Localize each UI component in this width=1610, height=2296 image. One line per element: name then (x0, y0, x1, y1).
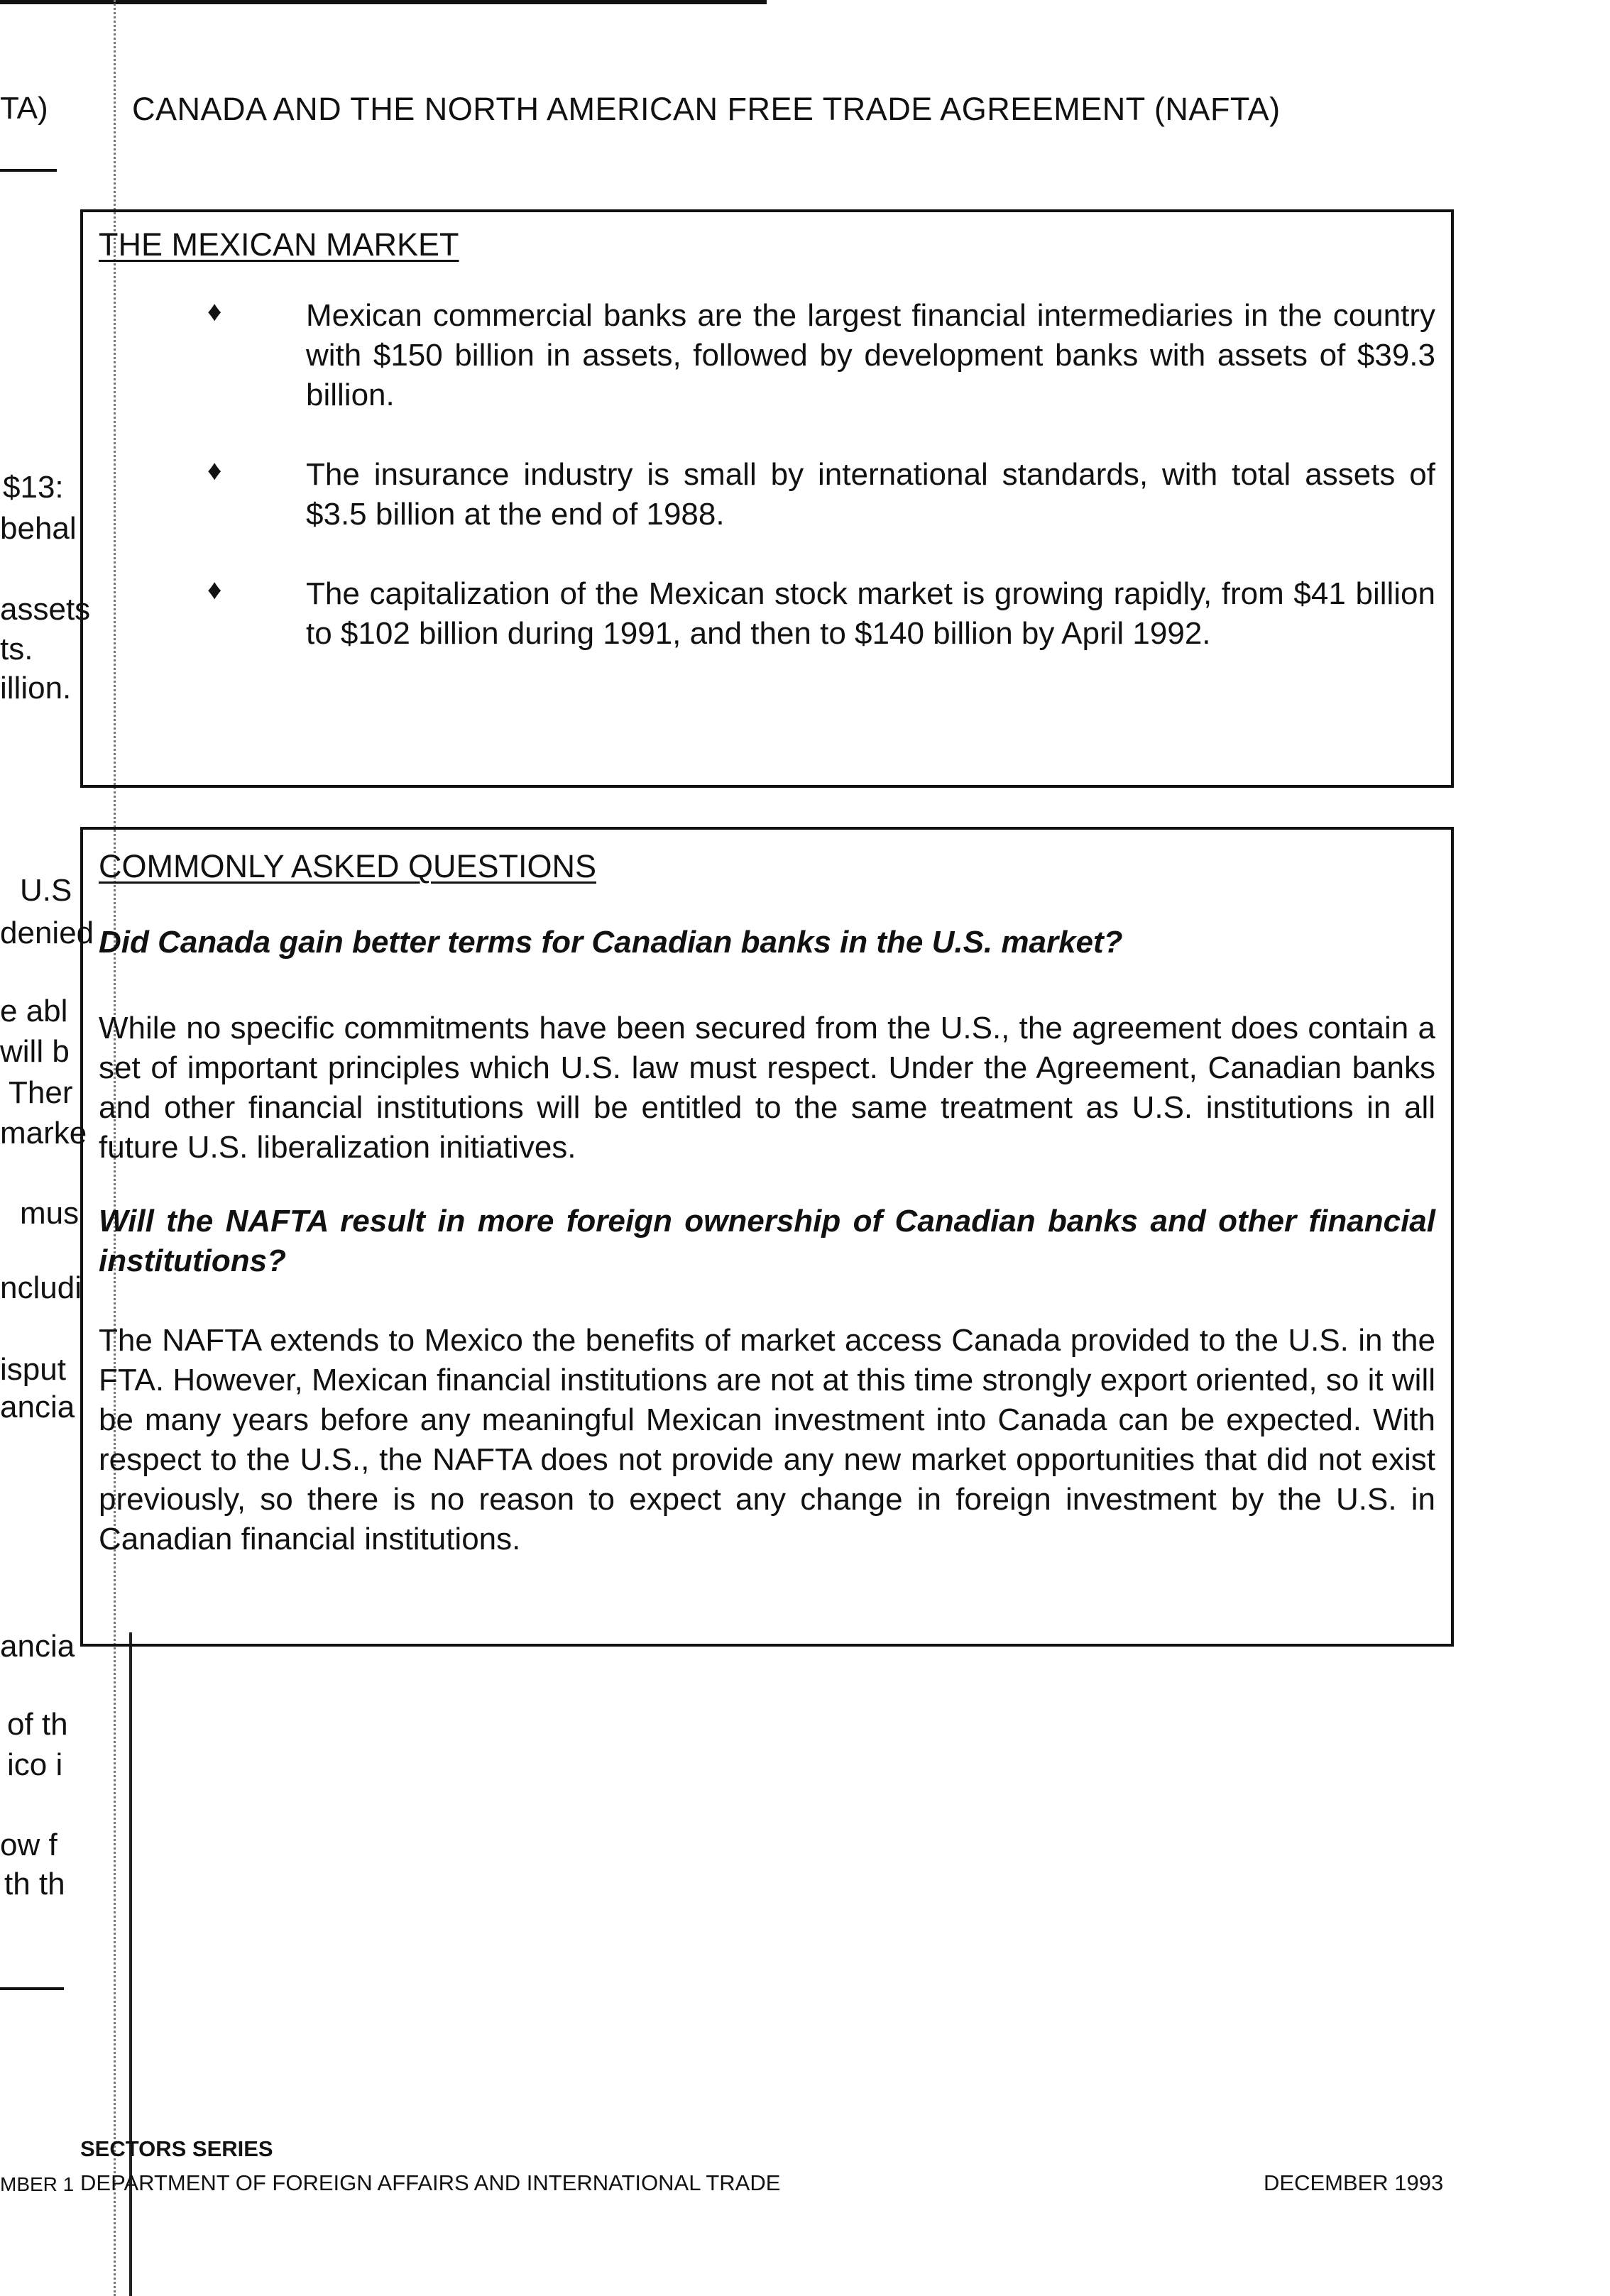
margin-fragment: ancia (0, 1629, 75, 1664)
margin-fragment: ts. (0, 632, 33, 666)
diamond-bullet-icon: ♦ (207, 296, 222, 327)
margin-rule (0, 1987, 64, 1990)
margin-fragment: ncludi (0, 1270, 82, 1305)
section-heading: COMMONLY ASKED QUESTIONS (99, 848, 596, 884)
margin-fragment: TA) (0, 91, 48, 126)
question: Will the NAFTA result in more foreign ownership of Canadian banks and other financial institutions? (99, 1204, 1435, 1278)
margin-fragment: e abl (0, 994, 68, 1028)
page-title: CANADA AND THE NORTH AMERICAN FREE TRADE AGREEMENT (NAFTA) (132, 91, 1281, 127)
answer: While no specific commitments have been secured from the U.S., the agreement does contain a set of important principles which U.S. law must respect. Under the Agreement, Canadian banks and other financial institutions will be entitled to the same treatment as U.S. institutions in all future U.S. liberalization initiatives. (99, 1011, 1435, 1165)
margin-fragment: th th (4, 1867, 65, 1901)
left-page-fragments (0, 0, 94, 2296)
margin-fragment: illion. (0, 671, 72, 705)
binding-line (129, 1632, 132, 2296)
answer: The NAFTA extends to Mexico the benefits of market access Canada provided to the U.S. in the FTA. However, Mexican financial institutions are not at this time strongly export oriented, so it will be many years before any meaningful Mexican investment into Canada can be expected. With respect to the U.S., the NAFTA does not provide any new market opportunities that did not exist previously, so there is no reason to expect any change in foreign investment by the U.S. in Canadian financial institutions. (99, 1323, 1435, 1556)
margin-fragment: U.S (20, 873, 72, 908)
margin-fragment: $13: (3, 470, 64, 505)
question: Did Canada gain better terms for Canadian banks in the U.S. market? (99, 925, 1123, 960)
margin-fragment: MBER 1 (0, 2173, 75, 2195)
footer-date: DECEMBER 1993 (1264, 2170, 1444, 2195)
margin-fragment: ico i (7, 1747, 63, 1782)
margin-fragment: denied (0, 916, 94, 950)
diamond-bullet-icon: ♦ (207, 574, 222, 605)
mexican-market-box (80, 209, 1454, 788)
bullet-text: The capitalization of the Mexican stock market is growing rapidly, from $41 billion to $102 billion during 1991, and then to $140 billion by April 1992. (306, 576, 1435, 651)
diamond-bullet-icon: ♦ (207, 455, 222, 486)
margin-fragment: assets (0, 592, 91, 627)
commonly-asked-questions-box (80, 827, 1454, 1647)
margin-fragment: marke (0, 1116, 87, 1150)
margin-fragment: Ther (9, 1075, 73, 1110)
section-heading: THE MEXICAN MARKET (99, 226, 459, 263)
bullet-text: Mexican commercial banks are the largest financial intermediaries in the country with $150 billion in assets, followed by development banks with assets of $39.3 billion. (306, 298, 1435, 412)
margin-fragment: of th (7, 1707, 68, 1742)
footer-series: SECTORS SERIES (80, 2136, 273, 2161)
margin-rule (0, 169, 57, 172)
margin-fragment: mus (20, 1196, 80, 1231)
footer-department: DEPARTMENT OF FOREIGN AFFAIRS AND INTERNATIONAL TRADE (80, 2170, 781, 2195)
margin-fragment: will b (0, 1034, 70, 1069)
margin-fragment: isput (0, 1352, 66, 1387)
bullet-text: The insurance industry is small by international standards, with total assets of $3.5 billion at the end of 1988. (306, 457, 1435, 532)
margin-fragment: ow f (0, 1828, 58, 1862)
margin-fragment: behal (0, 511, 77, 546)
margin-fragment: ancia (0, 1390, 75, 1424)
